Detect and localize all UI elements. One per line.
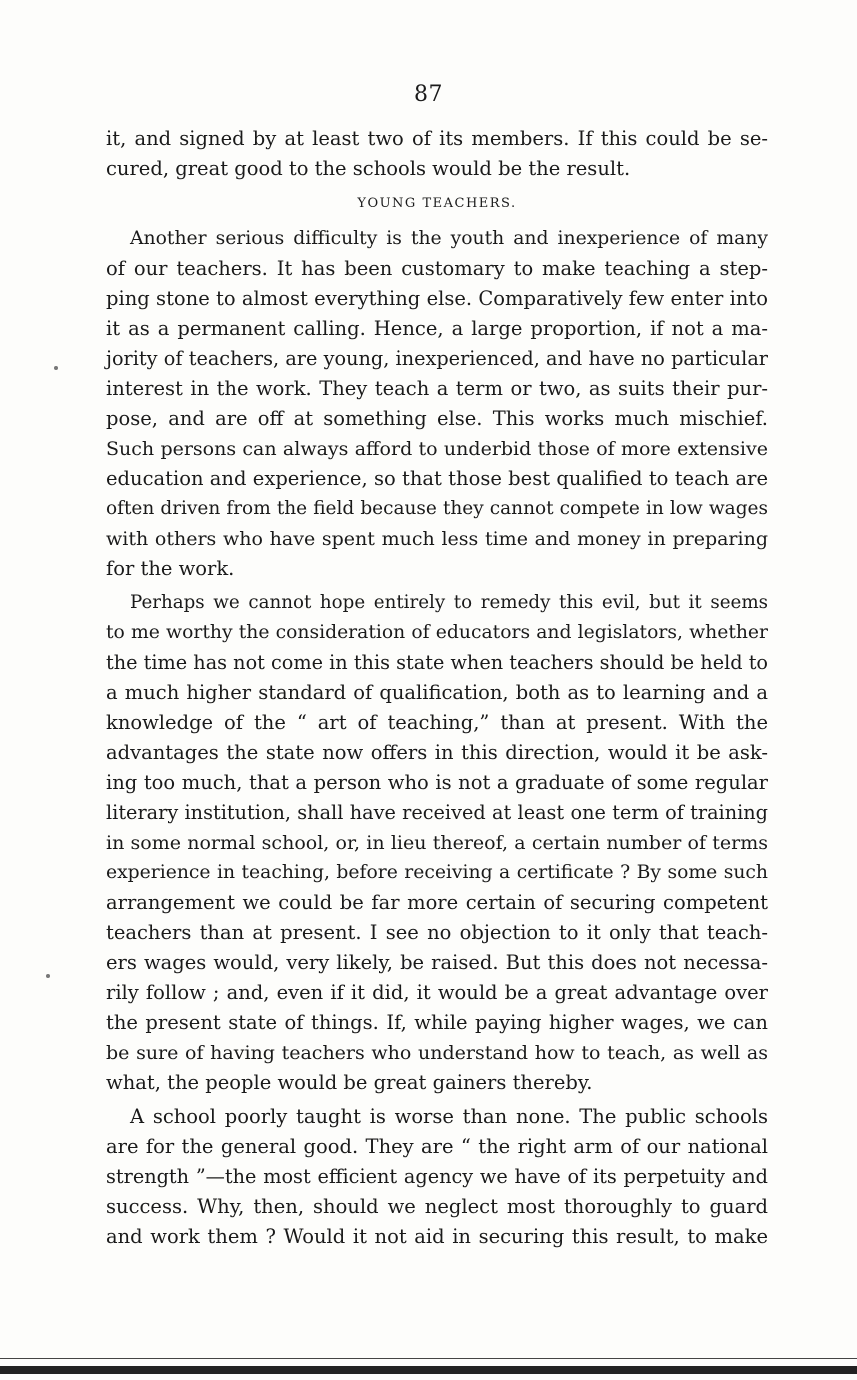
paragraph-young-teachers-3 (106, 1102, 768, 1252)
intro-paragraph (106, 124, 768, 184)
text-line: teachers than at present. I see no objection to it only that teach- (106, 921, 768, 944)
text-line: education and experience, so that those best qualified to teach are (106, 467, 768, 490)
text-line: what, the people would be great gainers thereby. (106, 1071, 593, 1094)
text-line: the present state of things. If, while paying higher wages, we can (106, 1011, 768, 1034)
scan-speck (54, 366, 58, 370)
text-line: ers wages would, very likely, be raised. But this does not necessa- (106, 951, 768, 974)
text-line: rily follow ; and, even if it did, it would be a great advantage over (106, 981, 768, 1004)
text-line: cured, great good to the schools would be the result. (106, 157, 631, 180)
scan-bottom-border (0, 1366, 857, 1374)
text-line: it, and signed by at least two of its members. If this could be se- (106, 127, 768, 150)
text-line: be sure of having teachers who understand how to teach, as well as (106, 1042, 768, 1064)
body-text (106, 124, 768, 1252)
text-line: strength ”—the most efficient agency we have of its perpetuity and (106, 1165, 768, 1188)
text-line: interest in the work. They teach a term or two, as suits their pur- (106, 377, 768, 400)
paragraph-young-teachers-2 (106, 588, 768, 1098)
text-line: pose, and are off at something else. This works much mischief. (106, 407, 768, 430)
text-line: for the work. (106, 557, 235, 580)
text-line: advantages the state now offers in this direction, would it be ask- (106, 741, 768, 764)
text-line: in some normal school, or, in lieu thereof, a certain number of terms (106, 832, 768, 854)
text-line: to me worthy the consideration of educators and legislators, whether (106, 622, 768, 643)
text-line: experience in teaching, before receiving a certificate ? By some such (106, 862, 768, 883)
text-line: success. Why, then, should we neglect most thoroughly to guard (106, 1195, 768, 1218)
text-line: ing too much, that a person who is not a graduate of some regular (106, 771, 768, 794)
text-line: it as a permanent calling. Hence, a large proportion, if not a ma- (106, 317, 768, 340)
text-line: knowledge of the “ art of teaching,” than at present. With the (106, 711, 768, 734)
text-line: often driven from the field because they cannot compete in low wages (106, 498, 768, 519)
text-line: jority of teachers, are young, inexperienced, and have no particular (106, 347, 768, 370)
text-line: a much higher standard of qualification, both as to learning and a (106, 681, 768, 704)
text-line: literary institution, shall have received at least one term of training (106, 801, 768, 824)
text-line: with others who have spent much less time and money in preparing (106, 528, 768, 550)
text-line: of our teachers. It has been customary to make teaching a step- (106, 257, 768, 280)
scan-edge-line (0, 1358, 857, 1359)
page-number: 87 (414, 82, 443, 107)
text-line: and work them ? Would it not aid in securing this result, to make (106, 1225, 768, 1248)
text-line: Such persons can always afford to underbid those of more extensive (106, 438, 768, 460)
text-line: Perhaps we cannot hope entirely to remedy this evil, but it seems (130, 592, 768, 613)
text-line: are for the general good. They are “ the right arm of our national (106, 1135, 768, 1158)
section-heading: YOUNG TEACHERS. (357, 196, 517, 211)
text-line: ping stone to almost everything else. Comparatively few enter into (106, 287, 768, 310)
text-line: A school poorly taught is worse than none. The public schools (130, 1105, 768, 1128)
text-line: Another serious difficulty is the youth and inexperience of many (130, 228, 768, 249)
scan-speck (46, 974, 50, 978)
text-line: the time has not come in this state when teachers should be held to (106, 651, 769, 674)
text-line: arrangement we could be far more certain of securing competent (106, 891, 768, 914)
paragraph-young-teachers-1 (106, 224, 768, 584)
